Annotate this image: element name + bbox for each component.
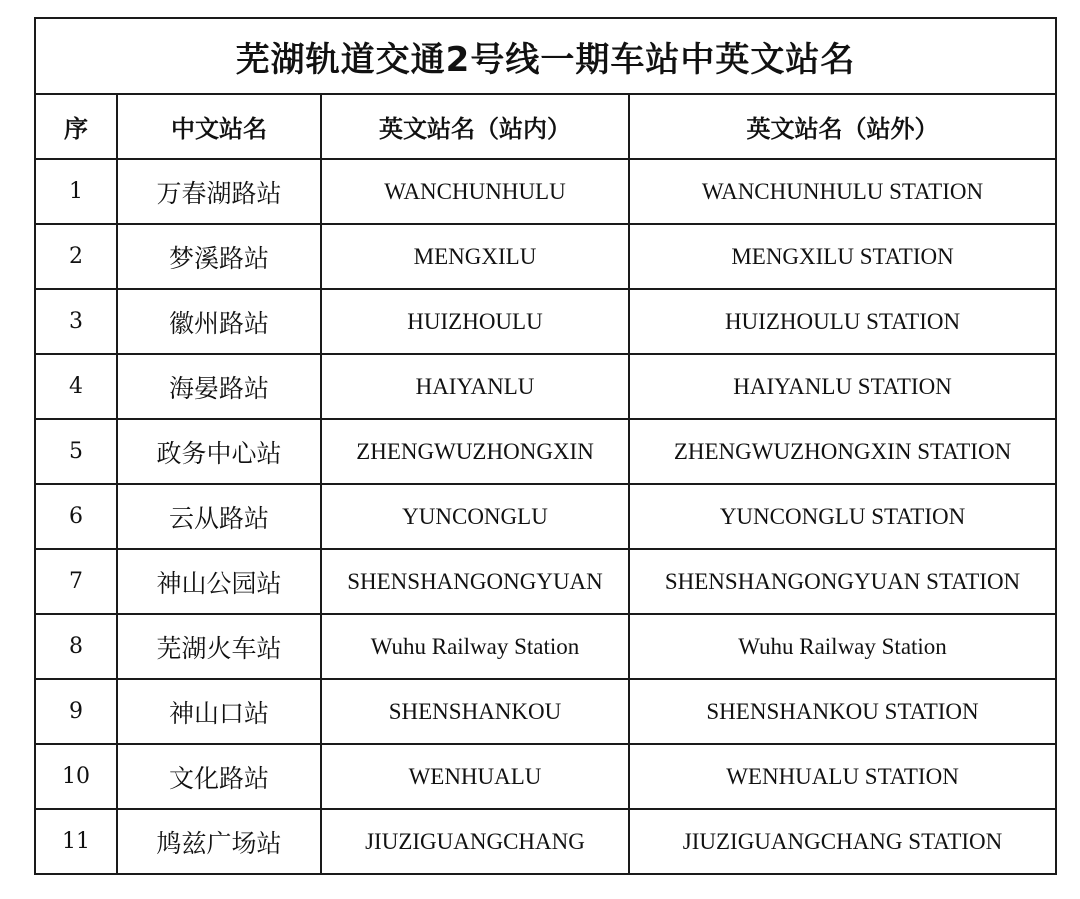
table-row (35, 224, 1056, 289)
table-body (35, 18, 1056, 874)
cell-english-name-outside: ZHENGWUZHONGXIN STATION (629, 419, 1056, 484)
table-row (35, 354, 1056, 419)
table-title: 芜湖轨道交通2号线一期车站中英文站名 (35, 18, 1056, 94)
header-english-name-inside: 英文站名（站内） (321, 94, 629, 159)
table-row (35, 679, 1056, 744)
cell-chinese-name: 万春湖路站 (117, 159, 321, 224)
cell-english-name-inside: WENHUALU (321, 744, 629, 809)
cell-index: 11 (35, 809, 117, 874)
cell-english-name-inside: MENGXILU (321, 224, 629, 289)
cell-english-name-outside: HAIYANLU STATION (629, 354, 1056, 419)
cell-index: 6 (35, 484, 117, 549)
cell-index: 3 (35, 289, 117, 354)
cell-english-name-inside: HAIYANLU (321, 354, 629, 419)
table-row (35, 614, 1056, 679)
cell-index: 2 (35, 224, 117, 289)
cell-english-name-outside: SHENSHANKOU STATION (629, 679, 1056, 744)
cell-chinese-name: 鸠兹广场站 (117, 809, 321, 874)
cell-chinese-name: 云从路站 (117, 484, 321, 549)
cell-chinese-name: 神山公园站 (117, 549, 321, 614)
cell-english-name-outside: JIUZIGUANGCHANG STATION (629, 809, 1056, 874)
cell-english-name-outside: MENGXILU STATION (629, 224, 1056, 289)
cell-chinese-name: 芜湖火车站 (117, 614, 321, 679)
cell-index: 9 (35, 679, 117, 744)
table-row (35, 809, 1056, 874)
cell-english-name-inside: ZHENGWUZHONGXIN (321, 419, 629, 484)
cell-english-name-inside: JIUZIGUANGCHANG (321, 809, 629, 874)
cell-index: 1 (35, 159, 117, 224)
table-row (35, 159, 1056, 224)
cell-chinese-name: 神山口站 (117, 679, 321, 744)
cell-chinese-name: 文化路站 (117, 744, 321, 809)
cell-english-name-outside: HUIZHOULU STATION (629, 289, 1056, 354)
cell-index: 5 (35, 419, 117, 484)
cell-chinese-name: 梦溪路站 (117, 224, 321, 289)
cell-english-name-outside: WANCHUNHULU STATION (629, 159, 1056, 224)
header-english-name-outside: 英文站名（站外） (629, 94, 1056, 159)
cell-english-name-inside: YUNCONGLU (321, 484, 629, 549)
cell-english-name-inside: HUIZHOULU (321, 289, 629, 354)
cell-index: 4 (35, 354, 117, 419)
cell-english-name-inside: SHENSHANGONGYUAN (321, 549, 629, 614)
cell-english-name-outside: WENHUALU STATION (629, 744, 1056, 809)
cell-english-name-outside: YUNCONGLU STATION (629, 484, 1056, 549)
cell-chinese-name: 海晏路站 (117, 354, 321, 419)
cell-english-name-outside: Wuhu Railway Station (629, 614, 1056, 679)
header-row (35, 94, 1056, 159)
table-row (35, 289, 1056, 354)
cell-english-name-inside: SHENSHANKOU (321, 679, 629, 744)
station-name-table (34, 17, 1057, 875)
cell-english-name-outside: SHENSHANGONGYUAN STATION (629, 549, 1056, 614)
table-row (35, 484, 1056, 549)
table-row (35, 549, 1056, 614)
cell-chinese-name: 徽州路站 (117, 289, 321, 354)
cell-index: 8 (35, 614, 117, 679)
cell-english-name-inside: WANCHUNHULU (321, 159, 629, 224)
title-row (35, 18, 1056, 94)
cell-index: 10 (35, 744, 117, 809)
cell-chinese-name: 政务中心站 (117, 419, 321, 484)
cell-english-name-inside: Wuhu Railway Station (321, 614, 629, 679)
table-row (35, 744, 1056, 809)
header-chinese-name: 中文站名 (117, 94, 321, 159)
table-row (35, 419, 1056, 484)
header-index: 序 (35, 94, 117, 159)
cell-index: 7 (35, 549, 117, 614)
